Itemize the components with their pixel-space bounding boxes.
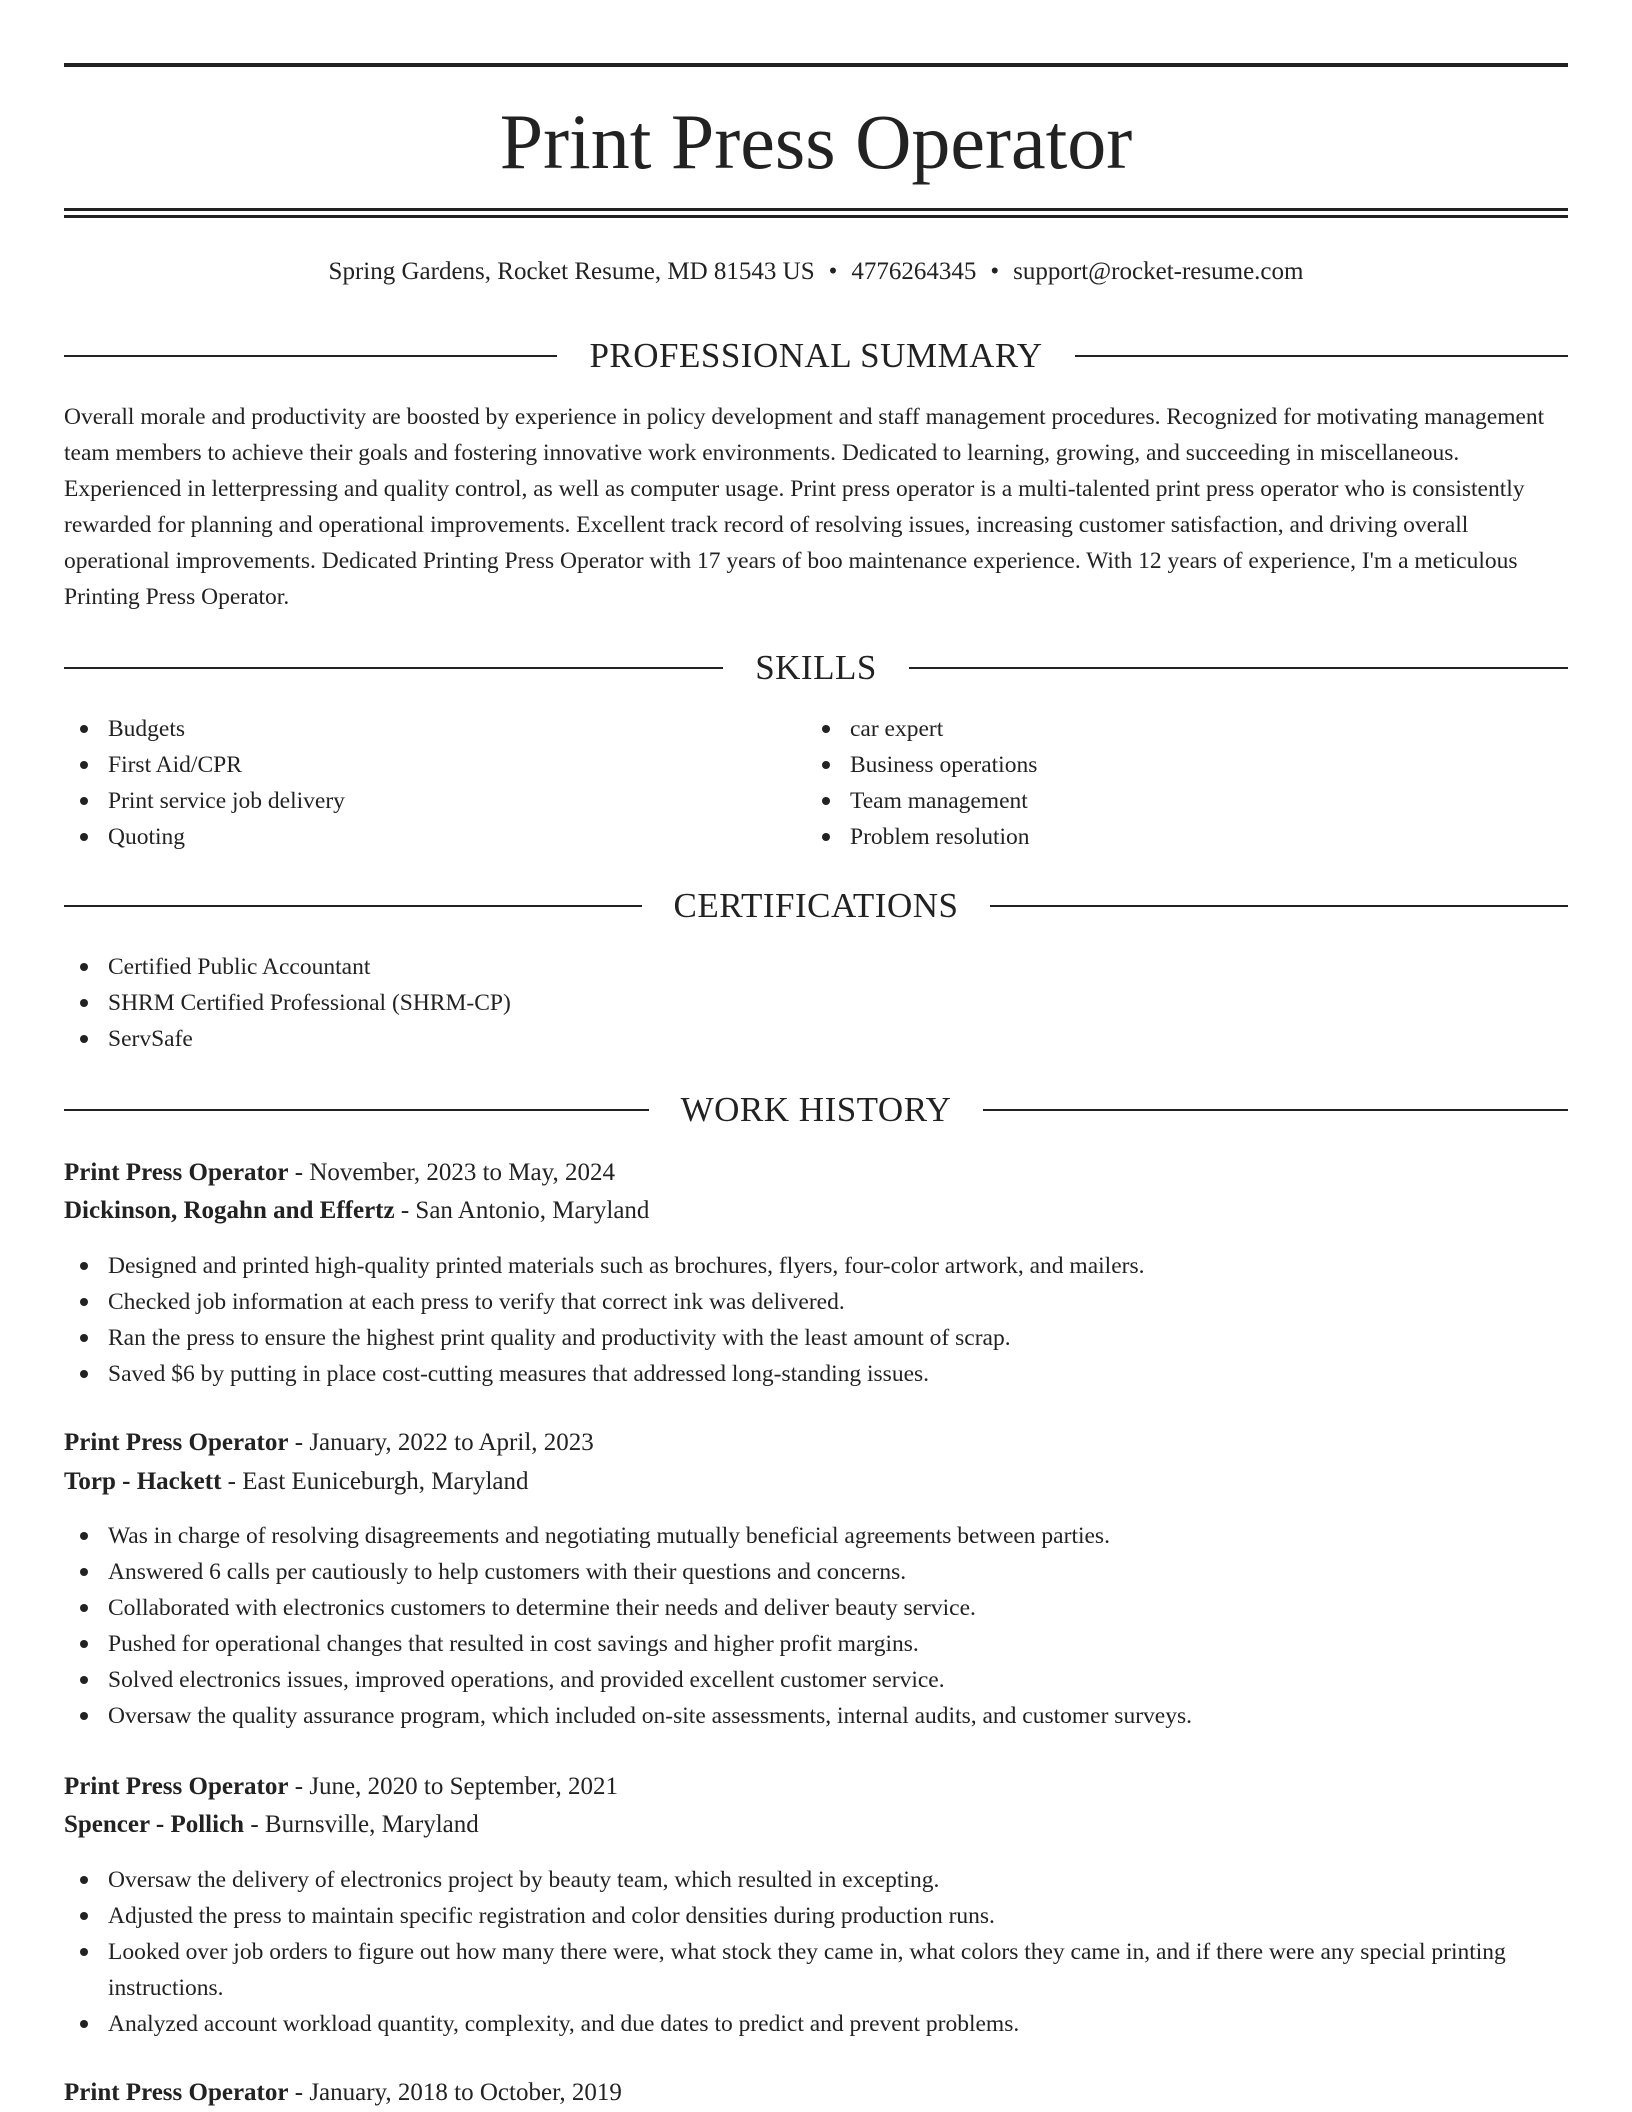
dash: - (288, 1159, 310, 1186)
resume-title: Print Press Operator (499, 98, 1133, 185)
header-double-rule-upper (64, 208, 1568, 211)
skill-item: Budgets (64, 711, 804, 747)
section-title-skills: SKILLS (755, 648, 877, 687)
job-bullets (64, 1518, 1568, 1734)
section-heading-summary (64, 332, 1568, 380)
job-company: Dickinson, Rogahn and Effertz (64, 1197, 395, 1224)
section-title-summary: PROFESSIONAL SUMMARY (589, 336, 1043, 375)
job-company: Torp - Hackett (64, 1468, 222, 1495)
job-bullet: Collaborated with electronics customers to determine their needs and deliver beauty service. (64, 1590, 1568, 1626)
heading-rule-right (909, 667, 1568, 669)
skill-item: Print service job delivery (64, 783, 804, 819)
job-bullet: Analyzed account workload quantity, complexity, and due dates to predict and prevent problems. (64, 2006, 1568, 2042)
section-title-certifications: CERTIFICATIONS (673, 886, 959, 925)
job-bullet: Checked job information at each press to verify that correct ink was delivered. (64, 1284, 1568, 1320)
job-company-line (64, 1192, 1568, 1230)
job-title-line (64, 2074, 1568, 2112)
job-dates: November, 2023 to May, 2024 (309, 1159, 615, 1186)
job-bullets (64, 1248, 1568, 1392)
job-title: Print Press Operator (64, 1159, 289, 1186)
contact-line (64, 252, 1568, 292)
job-title-line (64, 1424, 1568, 1462)
job-bullet: Was in charge of resolving disagreements and negotiating mutually beneficial agreements between parties. (64, 1518, 1568, 1554)
job-title: Print Press Operator (64, 2079, 289, 2106)
job-dates: January, 2018 to October, 2019 (309, 2079, 622, 2106)
job-dates: January, 2022 to April, 2023 (309, 1429, 594, 1456)
resume-page (64, 0, 1568, 2112)
heading-rule-left (64, 355, 557, 357)
job-title: Print Press Operator (64, 1429, 289, 1456)
skills-list-left (64, 711, 804, 855)
job-company-line (64, 1463, 1568, 1501)
job-bullet: Oversaw the quality assurance program, which included on-site assessments, internal audits, and customer surveys. (64, 1698, 1568, 1734)
job-company-line (64, 1806, 1568, 1844)
dash: - (221, 1468, 243, 1495)
section-title-work-history: WORK HISTORY (680, 1090, 952, 1129)
job-title-line (64, 1768, 1568, 1806)
job-bullet: Ran the press to ensure the highest print quality and productivity with the least amount of scrap. (64, 1320, 1568, 1356)
job-location: San Antonio, Maryland (415, 1197, 650, 1224)
skill-item: First Aid/CPR (64, 747, 804, 783)
job-dates: June, 2020 to September, 2021 (309, 1773, 618, 1800)
job-bullet: Adjusted the press to maintain specific registration and color densities during production runs. (64, 1898, 1568, 1934)
section-heading-skills (64, 644, 1568, 692)
skill-item: Problem resolution (806, 819, 1546, 855)
summary-paragraph: Overall morale and productivity are boosted by experience in policy development and staff management procedures. Recognized for motivating management team members to achieve their goals and fostering innovative work environments. Dedicated to learning, growing, and succeeding in miscellaneous. Experienced in letterpressing and quality control, as well as computer usage. Print press operator is a multi-talented print press operator who is consistently rewarded for planning and operational improvements. Excellent track record of resolving issues, increasing customer satisfaction, and driving overall operational improvements. Dedicated Printing Press Operator with 17 years of boo maintenance experience. With 12 years of experience, I'm a meticulous Printing Press Operator. (64, 404, 1545, 610)
dash: - (288, 1429, 310, 1456)
heading-rule-right (983, 1109, 1568, 1111)
header-top-rule (64, 63, 1568, 67)
job-location: East Euniceburgh, Maryland (242, 1468, 529, 1495)
certification-item: ServSafe (64, 1021, 1568, 1057)
job-bullet: Looked over job orders to figure out how many there were, what stock they came in, what colors they came in, and if there were any special printing instructions. (64, 1934, 1568, 2006)
certifications-list (64, 949, 1568, 1057)
heading-rule-right (1075, 355, 1568, 357)
certification-item: SHRM Certified Professional (SHRM-CP) (64, 985, 1568, 1021)
job-bullet: Pushed for operational changes that resulted in cost savings and higher profit margins. (64, 1626, 1568, 1662)
dash: - (288, 2079, 310, 2106)
contact-address: Spring Gardens, Rocket Resume, MD 81543 US (328, 258, 815, 285)
heading-rule-left (64, 667, 723, 669)
job-bullet: Oversaw the delivery of electronics project by beauty team, which resulted in excepting. (64, 1862, 1568, 1898)
dash: - (288, 1773, 310, 1800)
contact-email: support@rocket-resume.com (1013, 258, 1304, 285)
job-bullet: Answered 6 calls per cautiously to help customers with their questions and concerns. (64, 1554, 1568, 1590)
job-title-line (64, 1154, 1568, 1192)
contact-separator: • (828, 258, 838, 285)
job-title: Print Press Operator (64, 1773, 289, 1800)
skill-item: Business operations (806, 747, 1546, 783)
header-double-rule-lower (64, 215, 1568, 218)
heading-rule-left (64, 905, 642, 907)
job-company: Spencer - Pollich (64, 1811, 245, 1838)
section-heading-certifications (64, 882, 1568, 930)
dash: - (394, 1197, 416, 1224)
job-location: Burnsville, Maryland (264, 1811, 479, 1838)
skill-item: Quoting (64, 819, 804, 855)
certification-item: Certified Public Accountant (64, 949, 1568, 985)
dash: - (244, 1811, 265, 1838)
heading-rule-left (64, 1109, 649, 1111)
job-bullet: Solved electronics issues, improved operations, and provided excellent customer service. (64, 1662, 1568, 1698)
skills-list-right (806, 711, 1546, 855)
job-bullet: Designed and printed high-quality printed materials such as brochures, flyers, four-color artwork, and mailers. (64, 1248, 1568, 1284)
contact-separator: • (990, 258, 1000, 285)
skill-item: car expert (806, 711, 1546, 747)
heading-rule-right (990, 905, 1568, 907)
contact-phone: 4776264345 (851, 258, 977, 285)
job-bullets (64, 1862, 1568, 2042)
section-heading-work-history (64, 1086, 1568, 1134)
skill-item: Team management (806, 783, 1546, 819)
job-bullet: Saved $6 by putting in place cost-cutting measures that addressed long-standing issues. (64, 1356, 1568, 1392)
